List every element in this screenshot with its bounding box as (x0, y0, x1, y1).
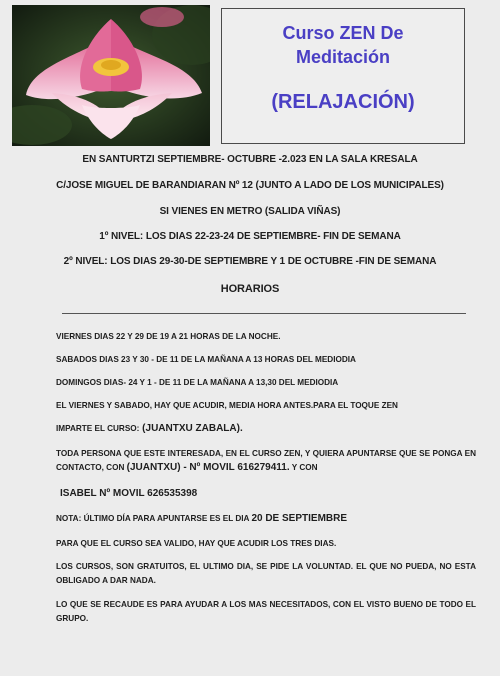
attendance-note: PARA QUE EL CURSO SEA VALIDO, HAY QUE ACUDIR LOS TRES DIAS. (56, 539, 337, 548)
contact-text: TODA PERSONA QUE ESTE INTERESADA, EN EL CURSO ZEN, Y QUIERA APUNTARSE QUE SE PONGA EN CONTACTO, CON (56, 449, 476, 472)
schedule-viernes: VIERNES DIAS 22 Y 29 DE 19 A 21 HORAS DE LA NOCHE. (56, 332, 281, 341)
level-2-line: 2º NIVEL: LOS DIAS 29-30-DE SEPTIEMBRE Y 1 DE OCTUBRE -FIN DE SEMANA (63, 256, 437, 267)
free-course-note: LOS CURSOS, SON GRATUITOS, EL ULTIMO DIA, SE PIDE LA VOLUNTAD. EL QUE NO PUEDA, NO ESTA OBLIGADO A DAR NADA. (56, 562, 476, 585)
course-subtitle: (RELAJACIÓN) (271, 91, 415, 113)
contact-juantxu-phone: (JUANTXU) - Nº MOVIL 616279411. (126, 462, 290, 473)
contact-isabel-phone: ISABEL Nº MOVIL 626535398 (60, 488, 198, 499)
instructor-line (56, 422, 476, 436)
title-line-1: Curso ZEN De (282, 23, 404, 43)
course-title-box (221, 8, 465, 144)
deadline-date: 20 DE SEPTIEMBRE (251, 513, 348, 524)
level-1-line: 1º NIVEL: LOS DIAS 22-23-24 DE SEPTIEMBRE- FIN DE SEMANA (99, 231, 401, 242)
title-line-2: Meditación (295, 47, 390, 67)
divider (62, 313, 466, 314)
horarios-heading: HORARIOS (220, 283, 280, 295)
address-line: C/JOSE MIGUEL DE BARANDIARAN Nº 12 (JUNTO A LADO DE LOS MUNICIPALES) (56, 180, 444, 191)
contact-paragraph (56, 447, 476, 475)
instructor-label: IMPARTE EL CURSO: (56, 424, 140, 433)
lotus-flower-photo (12, 5, 210, 146)
course-title (222, 21, 464, 69)
deadline-note (56, 512, 476, 526)
contact-and: Y CON (289, 463, 318, 472)
deadline-label: NOTA: ÚLTIMO DÍA PARA APUNTARSE ES EL DIA (56, 514, 252, 523)
toque-zen-note: EL VIERNES Y SABADO, HAY QUE ACUDIR, MEDIA HORA ANTES.PARA EL TOQUE ZEN (56, 401, 398, 410)
location-date-line: EN SANTURTZI SEPTIEMBRE- OCTUBRE -2.023 EN LA SALA KRESALA (82, 154, 418, 165)
donation-note: LO QUE SE RECAUDE ES PARA AYUDAR A LOS MAS NECESITADOS, CON EL VISTO BUENO DE TODO EL GRUPO. (56, 600, 476, 623)
metro-line: SI VIENES EN METRO (SALIDA VIÑAS) (159, 206, 341, 217)
instructor-name: (JUANTXU ZABALA). (139, 423, 243, 434)
schedule-sabados: SABADOS DIAS 23 Y 30 - DE 11 DE LA MAÑANA A 13 HORAS DEL MEDIODIA (56, 355, 356, 364)
schedule-domingos: DOMINGOS DIAS- 24 Y 1 - DE 11 DE LA MAÑANA A 13,30 DEL MEDIODIA (56, 378, 339, 387)
